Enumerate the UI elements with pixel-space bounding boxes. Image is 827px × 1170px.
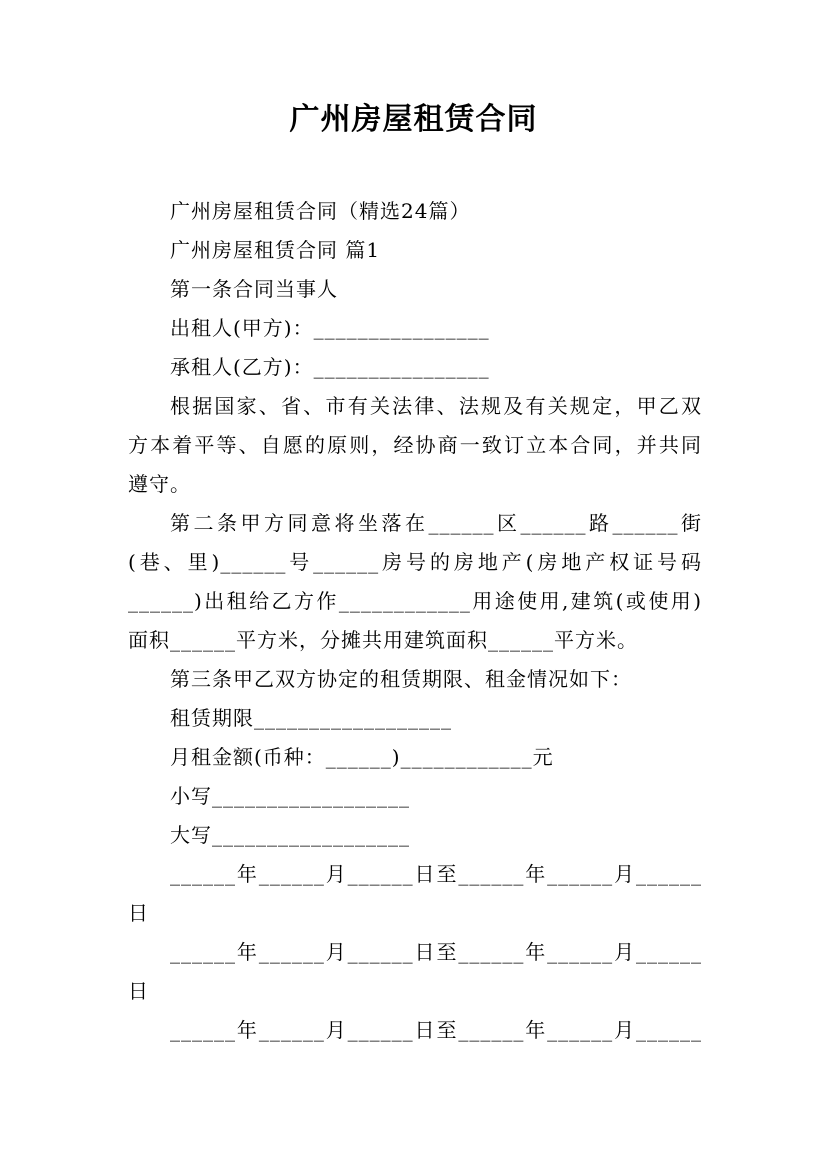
paragraph-line: 面积______平方米，分摊共用建筑面积______平方米。	[128, 628, 638, 652]
document-title: 广州房屋租赁合同	[289, 102, 538, 137]
lease-term-field: 租赁期限__________________	[170, 706, 452, 730]
paragraph-line: 遵守。	[128, 472, 191, 496]
date-range-end: 日	[128, 979, 149, 1003]
date-range-end: 日	[128, 901, 149, 925]
clause-heading: 第三条甲乙双方协定的租赁期限、租金情况如下：	[170, 667, 632, 691]
date-range-line: ______年______月______日至______年______月______	[170, 862, 702, 886]
paragraph-line: 根据国家、省、市有关法律、法规及有关规定，甲乙双	[170, 394, 702, 418]
paragraph-line: 第二条甲方同意将坐落在______区______路______街	[170, 511, 702, 535]
lessor-field: 出租人(甲方)：________________	[170, 316, 490, 340]
section-heading: 广州房屋租赁合同 篇1	[170, 238, 381, 262]
monthly-rent-field: 月租金额(币种：______)____________元	[170, 745, 554, 769]
paragraph-line: 方本着平等、自愿的原则，经协商一致订立本合同，并共同	[128, 433, 702, 457]
amount-lowercase-field: 小写__________________	[170, 784, 410, 808]
lessee-field: 承租人(乙方)：________________	[170, 355, 490, 379]
paragraph-line: ______)出租给乙方作____________用途使用,建筑(或使用)	[128, 589, 702, 613]
doc-subtitle: 广州房屋租赁合同（精选24篇）	[170, 199, 471, 223]
clause-heading: 第一条合同当事人	[170, 277, 338, 301]
amount-uppercase-field: 大写__________________	[170, 823, 410, 847]
paragraph-line: (巷、里)______号______房号的房地产(房地产权证号码	[128, 550, 702, 574]
date-range-line: ______年______月______日至______年______月______	[170, 1018, 702, 1042]
date-range-line: ______年______月______日至______年______月______	[170, 940, 702, 964]
